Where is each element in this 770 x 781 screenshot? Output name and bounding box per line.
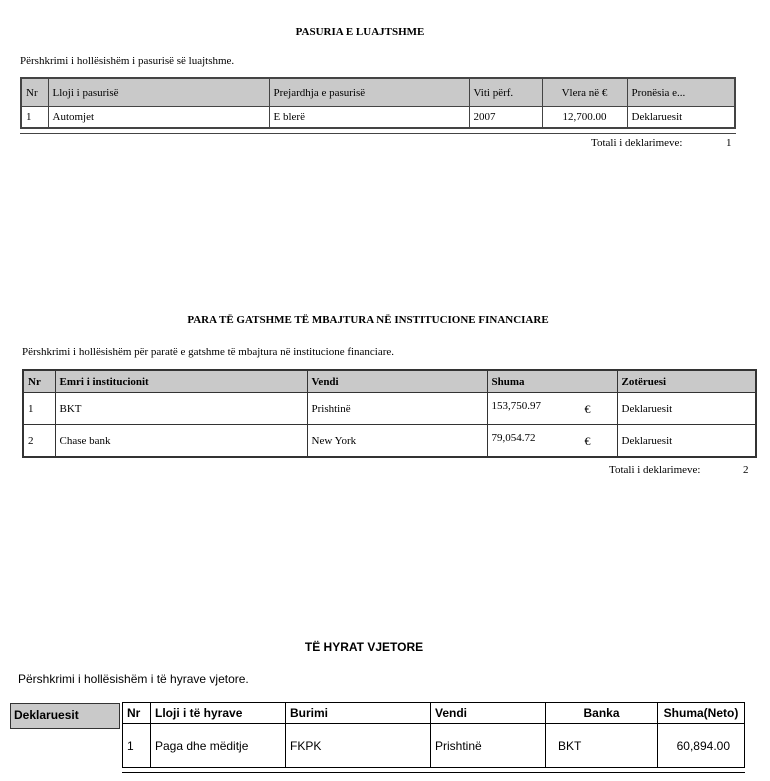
table-row: [23, 393, 756, 425]
cell-bank: BKT: [546, 724, 658, 768]
cell-income-type: Paga dhe mëditje: [151, 724, 286, 768]
cell-net-amount: 60,894.00: [658, 724, 745, 768]
cell-institution-name: Chase bank: [55, 425, 307, 458]
cell-nr: 1: [123, 724, 151, 768]
header-source: Burimi: [286, 703, 431, 724]
cell-asset-type: Automjet: [48, 107, 269, 129]
annual-income-table: [122, 702, 745, 768]
cash-institutions-table: [22, 369, 757, 458]
section2-title: PARA TË GATSHME TË MBAJTURA NË INSTITUCIONE FINANCIARE: [187, 314, 549, 326]
cell-amount: [487, 425, 617, 458]
cell-owner: Deklaruesit: [617, 425, 756, 458]
header-country: Vendi: [307, 370, 487, 393]
cell-value: 12,700.00: [542, 107, 627, 129]
header-year: Viti përf.: [469, 78, 542, 107]
header-net-amount: Shuma(Neto): [658, 703, 745, 724]
table-header-row: [23, 370, 756, 393]
cell-country: Prishtinë: [431, 724, 546, 768]
cell-nr: 2: [23, 425, 55, 458]
cell-country: New York: [307, 425, 487, 458]
header-bank: Banka: [546, 703, 658, 724]
header-institution-name: Emri i institucionit: [55, 370, 307, 393]
cell-nr: 1: [21, 107, 48, 129]
header-nr: Nr: [23, 370, 55, 393]
euro-currency-symbol: €: [584, 434, 591, 448]
section1-total-label: Totali i deklarimeve:: [591, 137, 683, 149]
cell-source: FKPK: [286, 724, 431, 768]
table-header-row: [21, 78, 735, 107]
header-income-type: Lloji i të hyrave: [151, 703, 286, 724]
cell-nr: 1: [23, 393, 55, 425]
cell-institution-name: BKT: [55, 393, 307, 425]
header-value: Vlera në €: [542, 78, 627, 107]
header-nr: Nr: [21, 78, 48, 107]
header-nr: Nr: [123, 703, 151, 724]
header-asset-type: Lloji i pasurisë: [48, 78, 269, 107]
table-underline: [20, 133, 736, 134]
cell-country: Prishtinë: [307, 393, 487, 425]
table-header-row: [123, 703, 745, 724]
amount-value: 79,054.72: [491, 432, 536, 444]
declarant-label: Deklaruesit: [10, 703, 120, 729]
header-asset-origin: Prejardhja e pasurisë: [269, 78, 469, 107]
table-row: [123, 724, 745, 768]
section3-title: TË HYRAT VJETORE: [304, 640, 424, 654]
section2-description: Përshkrimi i hollësishëm për paratë e gatshme të mbajtura në institucione financiare.: [22, 346, 395, 358]
table-row: [23, 425, 756, 458]
cell-ownership: Deklaruesit: [627, 107, 735, 129]
euro-currency-symbol: €: [584, 402, 591, 416]
section3-description: Përshkrimi i hollësishëm i të hyrave vjetore.: [18, 672, 249, 686]
section2-total-value: 2: [743, 464, 749, 476]
table-underline: [122, 772, 745, 773]
table-row: [21, 107, 735, 129]
cell-asset-origin: E blerë: [269, 107, 469, 129]
cell-amount: [487, 393, 617, 425]
header-ownership: Pronësia e...: [627, 78, 735, 107]
cell-owner: Deklaruesit: [617, 393, 756, 425]
section1-description: Përshkrimi i hollësishëm i pasurisë së luajtshme.: [20, 55, 235, 67]
section1-total-value: 1: [726, 137, 732, 149]
movable-assets-table: [20, 77, 736, 129]
section2-total-label: Totali i deklarimeve:: [609, 464, 701, 476]
header-country: Vendi: [431, 703, 546, 724]
amount-value: 153,750.97: [491, 400, 541, 412]
cell-year: 2007: [469, 107, 542, 129]
section1-title: PASURIA E LUAJTSHME: [295, 26, 425, 38]
header-owner: Zotëruesi: [617, 370, 756, 393]
header-amount: Shuma: [487, 370, 617, 393]
